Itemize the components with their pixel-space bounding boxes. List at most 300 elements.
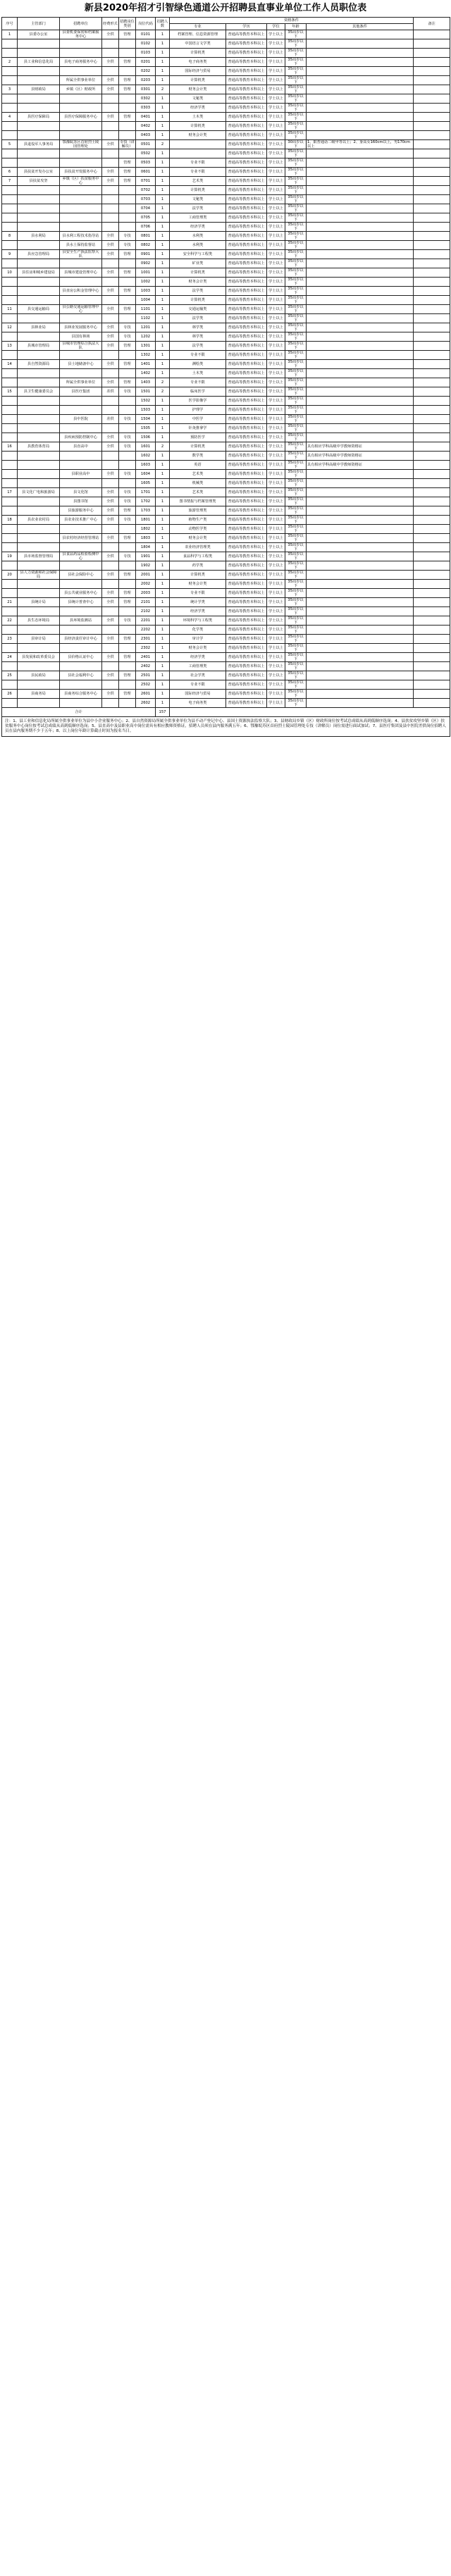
table-row	[2, 67, 450, 76]
cell-seq	[2, 76, 18, 85]
cell-dept	[18, 397, 60, 406]
cell-post-type: 管理	[119, 287, 136, 296]
cell-remark	[414, 571, 450, 580]
cell-dept	[18, 241, 60, 250]
cell-degree: 学士以上	[267, 406, 285, 415]
cell-seq: 24	[2, 653, 18, 662]
cell-unit	[60, 543, 102, 552]
cell-count: 2	[156, 378, 170, 387]
cell-seq	[2, 241, 18, 250]
table-row	[2, 653, 450, 662]
cell-seq	[2, 204, 18, 213]
cell-post-type	[119, 561, 136, 571]
cell-unit: 县公路交通运输管理中心	[60, 305, 102, 314]
cell-post-type	[119, 104, 136, 113]
cell-funding: 全供	[102, 140, 119, 149]
cell-degree: 学士以上	[267, 241, 285, 250]
cell-education: 普通高等教育本科以上	[226, 607, 267, 616]
table-row	[2, 30, 450, 39]
cell-post-code: 0704	[136, 204, 156, 213]
cell-education: 普通高等教育本科以上	[226, 122, 267, 131]
cell-education: 普通高等教育本科以上	[226, 140, 267, 149]
cell-degree: 学士以上	[267, 204, 285, 213]
cell-post-type	[119, 94, 136, 104]
cell-post-type: 专技	[119, 488, 136, 497]
cell-post-code: 2401	[136, 653, 156, 662]
cell-major: 机械类	[170, 479, 226, 488]
cell-other	[307, 616, 414, 626]
cell-unit	[60, 94, 102, 104]
cell-unit: 县农村经济经营管理站	[60, 534, 102, 543]
cell-post-code: 1202	[136, 332, 156, 342]
cell-seq	[2, 369, 18, 378]
cell-seq	[2, 39, 18, 49]
cell-age: 35周岁以下	[285, 351, 307, 360]
cell-education: 普通高等教育本科以上	[226, 213, 267, 223]
cell-unit	[60, 104, 102, 113]
cell-count: 1	[156, 241, 170, 250]
cell-count: 1	[156, 223, 170, 232]
cell-other	[307, 626, 414, 635]
cell-unit	[60, 259, 102, 268]
cell-degree: 学士以上	[267, 278, 285, 287]
table-body	[2, 30, 450, 708]
cell-age: 35周岁以下	[285, 488, 307, 497]
cell-unit	[60, 626, 102, 635]
cell-remark	[414, 351, 450, 360]
cell-other: 具有相应学科高级中学教师资格证	[307, 452, 414, 461]
cell-age: 35周岁以下	[285, 589, 307, 598]
cell-post-type: 管理	[119, 506, 136, 516]
table-row	[2, 598, 450, 607]
table-row	[2, 342, 450, 351]
table-row	[2, 122, 450, 131]
cell-unit: 县社会福利中心	[60, 671, 102, 680]
cell-remark	[414, 223, 450, 232]
total-count: 157	[156, 708, 170, 717]
cell-remark	[414, 30, 450, 39]
cell-remark	[414, 461, 450, 470]
cell-age: 35周岁以下	[285, 442, 307, 452]
cell-seq	[2, 314, 18, 323]
cell-seq	[2, 259, 18, 268]
cell-unit	[60, 223, 102, 232]
cell-degree: 学士以上	[267, 525, 285, 534]
cell-funding: 全供	[102, 635, 119, 644]
cell-seq: 18	[2, 516, 18, 525]
cell-count: 1	[156, 122, 170, 131]
cell-education: 普通高等教育本科以上	[226, 424, 267, 433]
cell-count: 1	[156, 580, 170, 589]
cell-funding: 全供	[102, 653, 119, 662]
cell-unit: 县医疗保障服务中心	[60, 113, 102, 122]
cell-funding: 全供	[102, 442, 119, 452]
cell-funding	[102, 351, 119, 360]
cell-count: 1	[156, 635, 170, 644]
cell-post-code: 0401	[136, 113, 156, 122]
cell-funding	[102, 397, 119, 406]
cell-degree: 学士以上	[267, 213, 285, 223]
cell-seq	[2, 278, 18, 287]
cell-post-type	[119, 543, 136, 552]
cell-post-code: 2102	[136, 607, 156, 616]
cell-degree: 学士以上	[267, 113, 285, 122]
cell-remark	[414, 653, 450, 662]
table-row	[2, 580, 450, 589]
cell-major: 艺术类	[170, 470, 226, 479]
cell-other	[307, 470, 414, 479]
cell-dept: 县扶贫攻坚	[18, 177, 60, 186]
cell-major: 计算机类	[170, 296, 226, 305]
cell-seq	[2, 424, 18, 433]
cell-count: 1	[156, 598, 170, 607]
cell-remark	[414, 671, 450, 680]
cell-funding	[102, 67, 119, 76]
cell-post-type: 管理	[119, 598, 136, 607]
cell-seq	[2, 104, 18, 113]
cell-remark	[414, 250, 450, 259]
cell-funding	[102, 94, 119, 104]
cell-other	[307, 323, 414, 332]
cell-post-type	[119, 49, 136, 58]
cell-unit: 县直高中	[60, 442, 102, 452]
cell-dept	[18, 470, 60, 479]
cell-age: 35周岁以下	[285, 49, 307, 58]
table-row	[2, 360, 450, 369]
cell-remark	[414, 287, 450, 296]
cell-seq	[2, 589, 18, 598]
cell-funding: 全供	[102, 30, 119, 39]
cell-dept: 县人力资源和社会保障局	[18, 571, 60, 580]
cell-post-code: 2602	[136, 699, 156, 708]
cell-unit	[60, 49, 102, 58]
cell-funding: 全供	[102, 58, 119, 67]
cell-remark	[414, 149, 450, 158]
cell-post-code: 2302	[136, 644, 156, 653]
cell-post-code: 1604	[136, 470, 156, 479]
cell-unit	[60, 461, 102, 470]
col-header-post-code: 岗位代码	[136, 18, 156, 30]
cell-age: 35周岁以下	[285, 213, 307, 223]
cell-dept	[18, 204, 60, 213]
cell-education: 普通高等教育本科以上	[226, 369, 267, 378]
cell-funding: 全供	[102, 671, 119, 680]
positions-table	[1, 17, 450, 737]
cell-education: 普通高等教育本科以上	[226, 342, 267, 351]
cell-funding	[102, 699, 119, 708]
cell-age: 35周岁以下	[285, 452, 307, 461]
cell-education: 普通高等教育本科以上	[226, 58, 267, 67]
cell-post-code: 0103	[136, 49, 156, 58]
cell-degree: 学士以上	[267, 122, 285, 131]
cell-post-type: 管理	[119, 635, 136, 644]
cell-education: 普通高等教育本科以上	[226, 378, 267, 387]
cell-count: 1	[156, 699, 170, 708]
cell-unit	[60, 369, 102, 378]
cell-post-type	[119, 452, 136, 461]
cell-major: 安全科学与工程类	[170, 250, 226, 259]
cell-post-type	[119, 525, 136, 534]
cell-count: 1	[156, 543, 170, 552]
table-row	[2, 268, 450, 278]
cell-degree: 学士以上	[267, 571, 285, 580]
cell-remark	[414, 39, 450, 49]
cell-post-code: 1501	[136, 387, 156, 397]
cell-unit	[60, 424, 102, 433]
cell-dept	[18, 506, 60, 516]
cell-funding: 全供	[102, 571, 119, 580]
cell-count: 1	[156, 452, 170, 461]
cell-unit: 县食品药品检验检测中心	[60, 552, 102, 561]
cell-remark	[414, 104, 450, 113]
cell-funding	[102, 49, 119, 58]
cell-funding	[102, 186, 119, 195]
cell-major: 专业不限	[170, 351, 226, 360]
table-row	[2, 287, 450, 296]
cell-age: 35周岁以下	[285, 516, 307, 525]
cell-degree: 学士以上	[267, 442, 285, 452]
cell-funding: 差供	[102, 415, 119, 424]
cell-major: 法学类	[170, 204, 226, 213]
cell-post-code: 2502	[136, 680, 156, 690]
cell-remark	[414, 506, 450, 516]
cell-degree: 学士以上	[267, 177, 285, 186]
cell-post-type: 管理	[119, 113, 136, 122]
cell-dept	[18, 461, 60, 470]
cell-other	[307, 67, 414, 76]
cell-major: 植物生产类	[170, 516, 226, 525]
cell-major: 计算机类	[170, 571, 226, 580]
cell-post-type: 专技	[119, 232, 136, 241]
cell-age: 35周岁以下	[285, 131, 307, 140]
cell-age: 35周岁以下	[285, 259, 307, 268]
cell-education: 普通高等教育本科以上	[226, 488, 267, 497]
cell-remark	[414, 543, 450, 552]
cell-post-code: 0402	[136, 122, 156, 131]
cell-post-code: 1101	[136, 305, 156, 314]
cell-education: 普通高等教育本科以上	[226, 442, 267, 452]
cell-post-code: 0203	[136, 76, 156, 85]
cell-unit: 所属全供事业单位	[60, 378, 102, 387]
cell-post-code: 1701	[136, 488, 156, 497]
cell-seq: 14	[2, 360, 18, 369]
cell-education: 普通高等教育本科以上	[226, 232, 267, 241]
cell-funding	[102, 406, 119, 415]
cell-education: 普通高等教育本科以上	[226, 39, 267, 49]
cell-count: 1	[156, 158, 170, 168]
cell-remark	[414, 323, 450, 332]
cell-count: 1	[156, 287, 170, 296]
cell-seq	[2, 607, 18, 616]
cell-major: 预防医学	[170, 433, 226, 442]
cell-unit: 县水利工程技术指导站	[60, 232, 102, 241]
cell-degree: 学士以上	[267, 516, 285, 525]
cell-post-type: 管理	[119, 589, 136, 598]
cell-post-type: 专技	[119, 497, 136, 506]
cell-major: 文秘类	[170, 195, 226, 204]
cell-age: 35周岁以下	[285, 104, 307, 113]
cell-dept	[18, 626, 60, 635]
total-label: 合计	[2, 708, 156, 717]
cell-count: 1	[156, 351, 170, 360]
table-row	[2, 241, 450, 250]
cell-dept: 县市场监督管理局	[18, 552, 60, 561]
cell-remark	[414, 552, 450, 561]
col-header-funding: 经费形式	[102, 18, 119, 30]
cell-post-type: 管理	[119, 360, 136, 369]
cell-funding: 全供	[102, 488, 119, 497]
table-row	[2, 699, 450, 708]
cell-education: 普通高等教育本科以上	[226, 433, 267, 442]
cell-seq: 23	[2, 635, 18, 644]
cell-major: 药学类	[170, 561, 226, 571]
total-row	[2, 708, 450, 717]
document-title: 新县2020年招才引智绿色通道公开招聘县直事业单位工作人员职位表	[84, 3, 367, 13]
cell-other	[307, 680, 414, 690]
cell-major: 经济学类	[170, 223, 226, 232]
cell-education: 普通高等教育本科以上	[226, 397, 267, 406]
cell-remark	[414, 387, 450, 397]
cell-major: 医学影像学	[170, 397, 226, 406]
cell-other	[307, 287, 414, 296]
cell-degree: 学士以上	[267, 690, 285, 699]
cell-education: 普通高等教育本科以上	[226, 644, 267, 653]
cell-unit	[60, 662, 102, 671]
cell-other	[307, 342, 414, 351]
cell-count: 1	[156, 149, 170, 158]
cell-post-code: 0601	[136, 168, 156, 177]
cell-unit	[60, 158, 102, 168]
cell-post-code: 2402	[136, 662, 156, 671]
cell-other	[307, 204, 414, 213]
cell-age: 35周岁以下	[285, 223, 307, 232]
cell-count: 1	[156, 195, 170, 204]
cell-education: 普通高等教育本科以上	[226, 543, 267, 552]
cell-post-type	[119, 397, 136, 406]
cell-remark	[414, 406, 450, 415]
cell-unit: 县公共就业服务中心	[60, 589, 102, 598]
cell-post-code: 0501	[136, 140, 156, 149]
cell-funding: 全供	[102, 305, 119, 314]
cell-major: 中国语言文学类	[170, 39, 226, 49]
cell-major: 文秘类	[170, 94, 226, 104]
cell-post-code: 0301	[136, 85, 156, 94]
cell-funding	[102, 314, 119, 323]
cell-count: 1	[156, 534, 170, 543]
cell-age: 35周岁以下	[285, 534, 307, 543]
cell-education: 普通高等教育本科以上	[226, 195, 267, 204]
cell-dept	[18, 213, 60, 223]
cell-seq	[2, 561, 18, 571]
cell-post-code: 1301	[136, 342, 156, 351]
table-row	[2, 616, 450, 626]
cell-unit: 县直房公积金管理中心	[60, 287, 102, 296]
cell-age: 35周岁以下	[285, 543, 307, 552]
cell-major: 计算机类	[170, 442, 226, 452]
cell-degree: 学士以上	[267, 616, 285, 626]
cell-age: 35周岁以下	[285, 168, 307, 177]
cell-degree: 学士以上	[267, 168, 285, 177]
cell-funding: 全供	[102, 323, 119, 332]
cell-funding	[102, 525, 119, 534]
cell-seq: 11	[2, 305, 18, 314]
cell-education: 普通高等教育本科以上	[226, 268, 267, 278]
cell-other	[307, 360, 414, 369]
cell-education: 普通高等教育本科以上	[226, 76, 267, 85]
cell-other	[307, 332, 414, 342]
cell-count: 1	[156, 314, 170, 323]
cell-dept	[18, 186, 60, 195]
table-row	[2, 85, 450, 94]
cell-other	[307, 296, 414, 305]
cell-degree: 学士以上	[267, 314, 285, 323]
cell-other	[307, 30, 414, 39]
cell-degree: 学士以上	[267, 415, 285, 424]
cell-post-code: 1201	[136, 323, 156, 332]
cell-post-code: 1802	[136, 525, 156, 534]
cell-remark	[414, 140, 450, 149]
cell-funding: 全供	[102, 76, 119, 85]
cell-remark	[414, 268, 450, 278]
cell-age: 35周岁以下	[285, 406, 307, 415]
cell-remark	[414, 488, 450, 497]
cell-count: 1	[156, 525, 170, 534]
cell-dept	[18, 131, 60, 140]
cell-count: 1	[156, 488, 170, 497]
cell-degree: 学士以上	[267, 186, 285, 195]
cell-age: 35周岁以下	[285, 680, 307, 690]
cell-degree: 学士以上	[267, 104, 285, 113]
cell-dept: 县统计局	[18, 598, 60, 607]
cell-dept	[18, 296, 60, 305]
cell-post-type	[119, 259, 136, 268]
cell-age: 35周岁以下	[285, 158, 307, 168]
cell-major: 国际经济与贸易	[170, 690, 226, 699]
cell-degree: 学士以上	[267, 488, 285, 497]
cell-major: 艺术类	[170, 488, 226, 497]
cell-age: 35周岁以下	[285, 342, 307, 351]
cell-degree: 学士以上	[267, 85, 285, 94]
cell-dept	[18, 39, 60, 49]
cell-major: 矿业类	[170, 259, 226, 268]
cell-seq	[2, 332, 18, 342]
cell-education: 普通高等教育本科以上	[226, 699, 267, 708]
cell-unit: 县社会保险中心	[60, 571, 102, 580]
cell-post-code: 1003	[136, 287, 156, 296]
cell-unit	[60, 397, 102, 406]
cell-other	[307, 525, 414, 534]
cell-dept: 县水利局	[18, 232, 60, 241]
total-spacer	[170, 708, 450, 717]
cell-major: 统计学类	[170, 598, 226, 607]
cell-age: 35周岁以下	[285, 332, 307, 342]
cell-major: 财务会计类	[170, 580, 226, 589]
cell-count: 1	[156, 397, 170, 406]
cell-degree: 学士以上	[267, 387, 285, 397]
cell-dept: 县委办公室	[18, 30, 60, 39]
cell-post-code: 1702	[136, 497, 156, 506]
cell-degree: 学士以上	[267, 461, 285, 470]
cell-post-type: 专技	[119, 433, 136, 442]
cell-post-type	[119, 662, 136, 671]
cell-dept	[18, 287, 60, 296]
cell-major: 英语	[170, 461, 226, 470]
cell-remark	[414, 67, 450, 76]
cell-degree: 学士以上	[267, 296, 285, 305]
cell-major: 测绘类	[170, 360, 226, 369]
cell-unit: 鄂豫皖苏区首府烈士陵园管理处	[60, 140, 102, 149]
table-row	[2, 626, 450, 635]
